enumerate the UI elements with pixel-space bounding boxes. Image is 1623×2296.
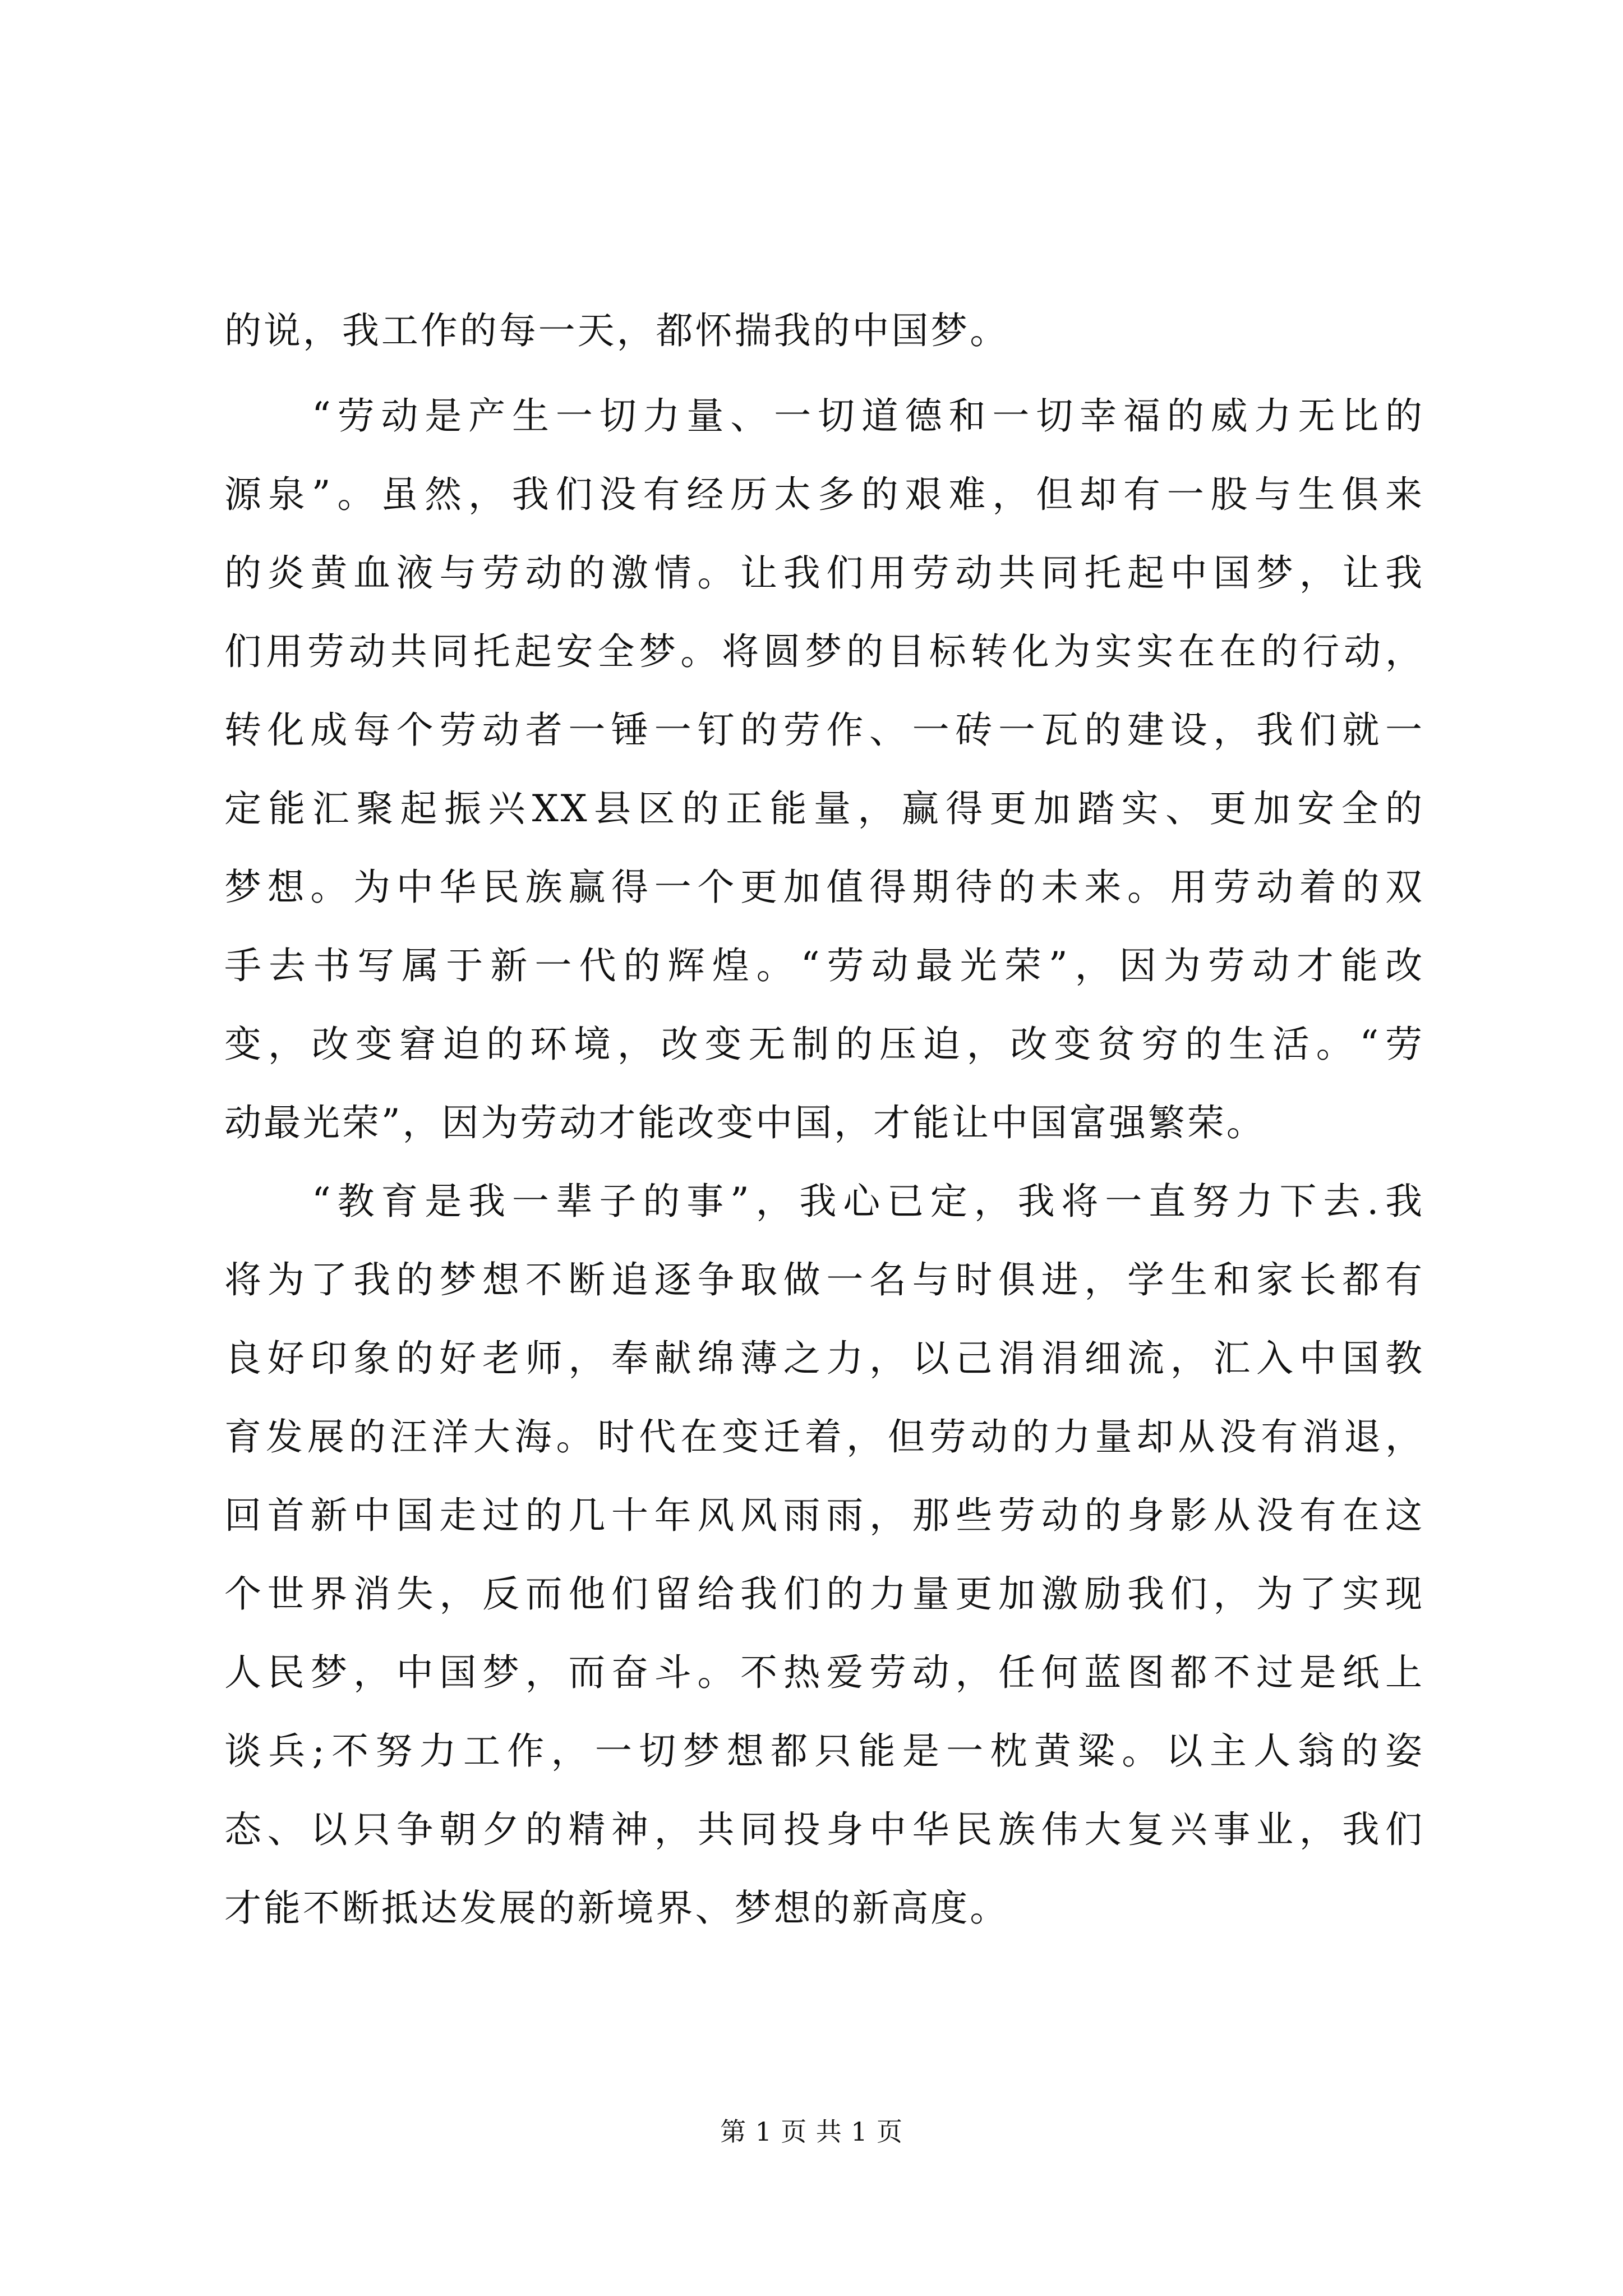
text-line: 们用劳动共同托起安全梦。将圆梦的目标转化为实实在在的行动， [224, 630, 1424, 673]
text-line: “劳动是产生一切力量、一切道德和一切幸福的威力无比的 [312, 394, 1424, 438]
text-line: 才能不断抵达发展的新境界、梦想的新高度。 [224, 1887, 1009, 1930]
text-line: “教育是我一辈子的事”，我心已定，我将一直努力下去.我 [312, 1180, 1424, 1223]
page-number-footer: 第 1 页 共 1 页 [720, 2116, 903, 2147]
text-line: 梦想。为中华民族赢得一个更加值得期待的未来。用劳动着的双 [224, 866, 1424, 909]
text-line: 个世界消失，反而他们留给我们的力量更加激励我们，为了实现 [224, 1572, 1424, 1616]
text-line: 良好印象的好老师，奉献绵薄之力，以己涓涓细流，汇入中国教 [224, 1337, 1424, 1380]
text-line: 态、以只争朝夕的精神，共同投身中华民族伟大复兴事业，我们 [224, 1808, 1424, 1851]
text-line: 回首新中国走过的几十年风风雨雨，那些劳动的身影从没有在这 [224, 1494, 1424, 1537]
text-line: 人民梦，中国梦，而奋斗。不热爱劳动，任何蓝图都不过是纸上 [224, 1651, 1424, 1694]
text-line: 定能汇聚起振兴XX县区的正能量，赢得更加踏实、更加安全的 [224, 787, 1424, 830]
text-line: 育发展的汪洋大海。时代在变迁着，但劳动的力量却从没有消退， [224, 1415, 1424, 1458]
text-line: 转化成每个劳动者一锤一钉的劳作、一砖一瓦的建设，我们就一 [224, 708, 1424, 752]
text-line: 将为了我的梦想不断追逐争取做一名与时俱进，学生和家长都有 [224, 1258, 1424, 1301]
text-line: 手去书写属于新一代的辉煌。“劳动最光荣”，因为劳动才能改 [224, 944, 1424, 987]
text-line: 的说，我工作的每一天，都怀揣我的中国梦。 [224, 309, 1009, 352]
text-line: 谈兵;不努力工作，一切梦想都只能是一枕黄粱。以主人翁的姿 [224, 1729, 1424, 1773]
text-line: 源泉”。虽然，我们没有经历太多的艰难，但却有一股与生俱来 [224, 473, 1424, 516]
text-line: 的炎黄血液与劳动的激情。让我们用劳动共同托起中国梦，让我 [224, 551, 1424, 595]
text-line: 变，改变窘迫的环境，改变无制的压迫，改变贫穷的生活。“劳 [224, 1023, 1424, 1066]
text-line: 动最光荣”，因为劳动才能改变中国，才能让中国富强繁荣。 [224, 1101, 1266, 1144]
